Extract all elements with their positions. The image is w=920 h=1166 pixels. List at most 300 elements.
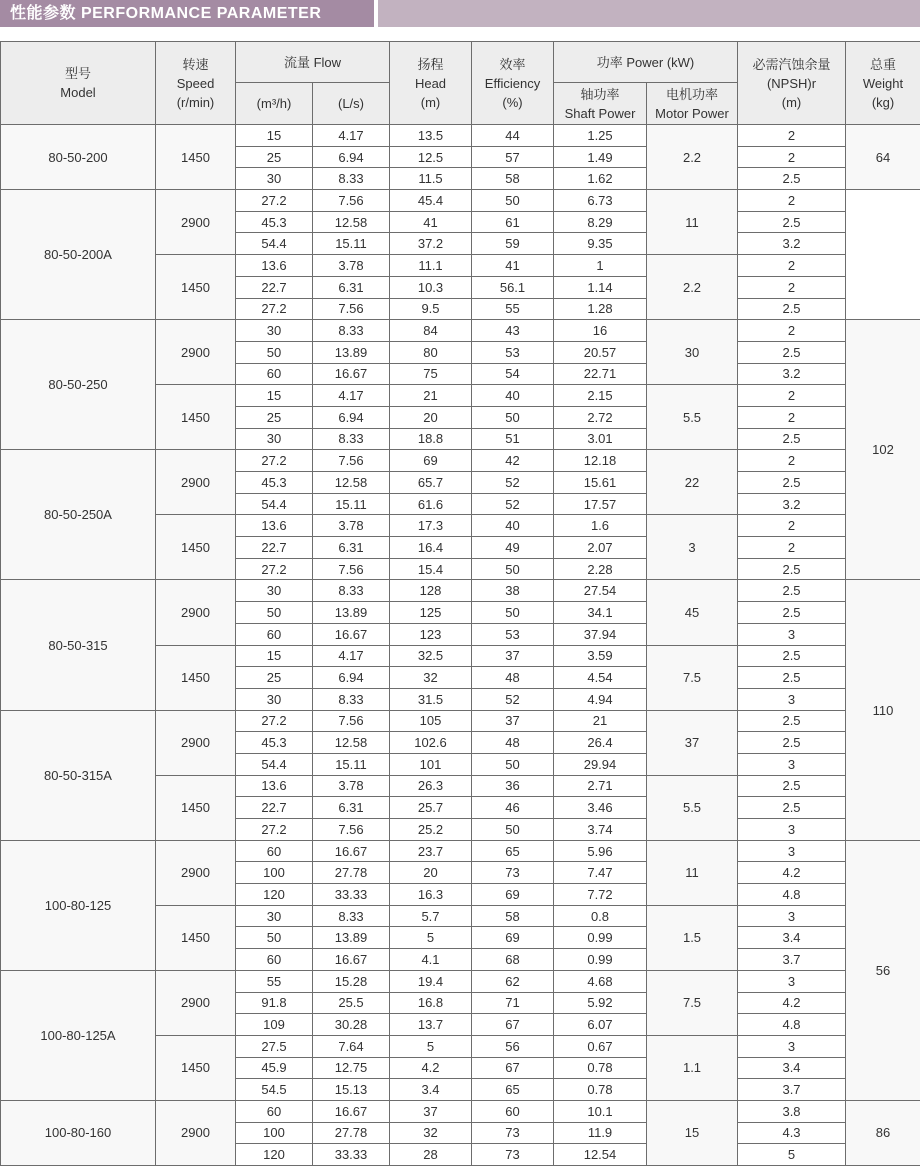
efficiency-cell: 50 [472, 819, 554, 841]
flow-ls-cell: 6.94 [313, 667, 390, 689]
npsh-cell: 3.2 [738, 493, 846, 515]
speed-cell: 2900 [156, 970, 236, 1035]
flow-ls-cell: 25.5 [313, 992, 390, 1014]
npsh-cell: 3 [738, 970, 846, 992]
flow-m3h-cell: 45.3 [236, 211, 313, 233]
motor-power-cell: 5.5 [647, 775, 738, 840]
flow-ls-cell: 7.56 [313, 450, 390, 472]
header-speed: 转速 Speed (r/min) [156, 42, 236, 125]
table-row [1, 970, 920, 992]
npsh-cell: 2 [738, 276, 846, 298]
flow-m3h-cell: 30 [236, 688, 313, 710]
head-cell: 75 [390, 363, 472, 385]
flow-ls-cell: 30.28 [313, 1014, 390, 1036]
flow-m3h-cell: 109 [236, 1014, 313, 1036]
npsh-cell: 2.5 [738, 797, 846, 819]
flow-ls-cell: 12.58 [313, 472, 390, 494]
head-cell: 13.7 [390, 1014, 472, 1036]
npsh-cell: 2.5 [738, 298, 846, 320]
head-cell: 13.5 [390, 125, 472, 147]
flow-ls-cell: 6.94 [313, 406, 390, 428]
shaft-power-cell: 1.49 [554, 146, 647, 168]
efficiency-cell: 51 [472, 428, 554, 450]
head-cell: 4.1 [390, 949, 472, 971]
npsh-cell: 2.5 [738, 775, 846, 797]
head-cell: 69 [390, 450, 472, 472]
efficiency-cell: 50 [472, 190, 554, 212]
model-cell: 80-50-315 [1, 580, 156, 710]
motor-power-cell: 7.5 [647, 645, 738, 710]
efficiency-cell: 52 [472, 472, 554, 494]
shaft-power-cell: 29.94 [554, 753, 647, 775]
efficiency-cell: 67 [472, 1014, 554, 1036]
header-shaft-power: 轴功率 Shaft Power [554, 83, 647, 125]
shaft-power-cell: 20.57 [554, 341, 647, 363]
weight-cell: 64 [846, 125, 920, 190]
shaft-power-cell: 11.9 [554, 1122, 647, 1144]
npsh-cell: 2 [738, 255, 846, 277]
npsh-cell: 2.5 [738, 732, 846, 754]
flow-ls-cell: 15.11 [313, 233, 390, 255]
npsh-cell: 4.3 [738, 1122, 846, 1144]
flow-ls-cell: 15.13 [313, 1079, 390, 1101]
efficiency-cell: 58 [472, 905, 554, 927]
efficiency-cell: 50 [472, 602, 554, 624]
flow-m3h-cell: 100 [236, 862, 313, 884]
npsh-cell: 2 [738, 385, 846, 407]
head-cell: 4.2 [390, 1057, 472, 1079]
shaft-power-cell: 2.71 [554, 775, 647, 797]
flow-m3h-cell: 13.6 [236, 515, 313, 537]
efficiency-cell: 53 [472, 341, 554, 363]
efficiency-cell: 58 [472, 168, 554, 190]
header-motor-power: 电机功率 Motor Power [647, 83, 738, 125]
flow-m3h-cell: 27.2 [236, 450, 313, 472]
head-cell: 102.6 [390, 732, 472, 754]
shaft-power-cell: 0.99 [554, 949, 647, 971]
table-body [1, 125, 920, 1166]
head-cell: 16.4 [390, 537, 472, 559]
shaft-power-cell: 7.72 [554, 884, 647, 906]
efficiency-cell: 57 [472, 146, 554, 168]
shaft-power-cell: 2.28 [554, 558, 647, 580]
flow-m3h-cell: 45.3 [236, 732, 313, 754]
npsh-cell: 3.2 [738, 363, 846, 385]
head-cell: 37 [390, 1100, 472, 1122]
flow-ls-cell: 3.78 [313, 255, 390, 277]
head-cell: 65.7 [390, 472, 472, 494]
npsh-cell: 3 [738, 905, 846, 927]
flow-ls-cell: 16.67 [313, 1100, 390, 1122]
efficiency-cell: 38 [472, 580, 554, 602]
flow-ls-cell: 8.33 [313, 688, 390, 710]
head-cell: 28 [390, 1144, 472, 1166]
weight-cell: 86 [846, 1100, 920, 1165]
flow-m3h-cell: 27.2 [236, 558, 313, 580]
shaft-power-cell: 15.61 [554, 472, 647, 494]
npsh-cell: 2.5 [738, 472, 846, 494]
efficiency-cell: 73 [472, 1144, 554, 1166]
npsh-cell: 3 [738, 688, 846, 710]
flow-ls-cell: 15.11 [313, 493, 390, 515]
flow-ls-cell: 7.56 [313, 298, 390, 320]
shaft-power-cell: 0.8 [554, 905, 647, 927]
flow-m3h-cell: 30 [236, 168, 313, 190]
head-cell: 25.7 [390, 797, 472, 819]
flow-m3h-cell: 30 [236, 905, 313, 927]
flow-ls-cell: 33.33 [313, 1144, 390, 1166]
shaft-power-cell: 34.1 [554, 602, 647, 624]
efficiency-cell: 43 [472, 320, 554, 342]
shaft-power-cell: 6.73 [554, 190, 647, 212]
shaft-power-cell: 17.57 [554, 493, 647, 515]
speed-cell: 1450 [156, 255, 236, 320]
speed-cell: 2900 [156, 840, 236, 905]
header-model: 型号 Model [1, 42, 156, 125]
efficiency-cell: 59 [472, 233, 554, 255]
efficiency-cell: 71 [472, 992, 554, 1014]
flow-m3h-cell: 60 [236, 949, 313, 971]
flow-m3h-cell: 25 [236, 667, 313, 689]
header-weight: 总重 Weight (kg) [846, 42, 920, 125]
speed-cell: 1450 [156, 125, 236, 190]
header-efficiency: 效率 Efficiency (%) [472, 42, 554, 125]
head-cell: 9.5 [390, 298, 472, 320]
npsh-cell: 4.8 [738, 884, 846, 906]
header-flow: 流量 Flow [236, 42, 390, 83]
head-cell: 5 [390, 1035, 472, 1057]
flow-ls-cell: 7.56 [313, 710, 390, 732]
shaft-power-cell: 1.25 [554, 125, 647, 147]
efficiency-cell: 44 [472, 125, 554, 147]
head-cell: 32 [390, 667, 472, 689]
head-cell: 10.3 [390, 276, 472, 298]
flow-ls-cell: 13.89 [313, 602, 390, 624]
flow-m3h-cell: 30 [236, 320, 313, 342]
header-flow-ls: (L/s) [313, 83, 390, 125]
npsh-cell: 3.4 [738, 927, 846, 949]
flow-ls-cell: 27.78 [313, 1122, 390, 1144]
npsh-cell: 2.5 [738, 710, 846, 732]
npsh-cell: 2.5 [738, 602, 846, 624]
shaft-power-cell: 12.54 [554, 1144, 647, 1166]
flow-ls-cell: 6.94 [313, 146, 390, 168]
flow-ls-cell: 27.78 [313, 862, 390, 884]
shaft-power-cell: 37.94 [554, 623, 647, 645]
header-head: 扬程 Head (m) [390, 42, 472, 125]
flow-ls-cell: 13.89 [313, 341, 390, 363]
efficiency-cell: 68 [472, 949, 554, 971]
motor-power-cell: 7.5 [647, 970, 738, 1035]
flow-m3h-cell: 50 [236, 602, 313, 624]
model-cell: 100-80-125 [1, 840, 156, 970]
flow-m3h-cell: 15 [236, 385, 313, 407]
head-cell: 11.1 [390, 255, 472, 277]
flow-m3h-cell: 25 [236, 406, 313, 428]
motor-power-cell: 11 [647, 840, 738, 905]
head-cell: 84 [390, 320, 472, 342]
page-title: 性能参数 PERFORMANCE PARAMETER [0, 0, 374, 27]
shaft-power-cell: 7.47 [554, 862, 647, 884]
model-cell: 80-50-200A [1, 190, 156, 320]
npsh-cell: 2 [738, 320, 846, 342]
flow-m3h-cell: 60 [236, 363, 313, 385]
efficiency-cell: 48 [472, 732, 554, 754]
npsh-cell: 2 [738, 190, 846, 212]
flow-m3h-cell: 55 [236, 970, 313, 992]
npsh-cell: 3.8 [738, 1100, 846, 1122]
efficiency-cell: 50 [472, 406, 554, 428]
model-cell: 100-80-160 [1, 1100, 156, 1165]
shaft-power-cell: 9.35 [554, 233, 647, 255]
efficiency-cell: 55 [472, 298, 554, 320]
npsh-cell: 4.8 [738, 1014, 846, 1036]
flow-ls-cell: 6.31 [313, 797, 390, 819]
efficiency-cell: 69 [472, 927, 554, 949]
flow-ls-cell: 16.67 [313, 949, 390, 971]
shaft-power-cell: 16 [554, 320, 647, 342]
head-cell: 23.7 [390, 840, 472, 862]
flow-ls-cell: 8.33 [313, 580, 390, 602]
flow-m3h-cell: 45.9 [236, 1057, 313, 1079]
efficiency-cell: 61 [472, 211, 554, 233]
table-row [1, 450, 920, 472]
flow-m3h-cell: 30 [236, 428, 313, 450]
head-cell: 26.3 [390, 775, 472, 797]
flow-m3h-cell: 30 [236, 580, 313, 602]
shaft-power-cell: 4.68 [554, 970, 647, 992]
head-cell: 45.4 [390, 190, 472, 212]
npsh-cell: 3 [738, 819, 846, 841]
flow-m3h-cell: 50 [236, 341, 313, 363]
table-row [1, 125, 920, 147]
head-cell: 101 [390, 753, 472, 775]
table-row [1, 710, 920, 732]
shaft-power-cell: 1.6 [554, 515, 647, 537]
title-bar [0, 0, 920, 27]
npsh-cell: 3 [738, 753, 846, 775]
shaft-power-cell: 12.18 [554, 450, 647, 472]
efficiency-cell: 41 [472, 255, 554, 277]
table-row [1, 190, 920, 212]
flow-m3h-cell: 45.3 [236, 472, 313, 494]
npsh-cell: 2.5 [738, 580, 846, 602]
head-cell: 25.2 [390, 819, 472, 841]
head-cell: 17.3 [390, 515, 472, 537]
flow-ls-cell: 13.89 [313, 927, 390, 949]
efficiency-cell: 56.1 [472, 276, 554, 298]
model-cell: 80-50-250 [1, 320, 156, 450]
head-cell: 16.3 [390, 884, 472, 906]
npsh-cell: 3.2 [738, 233, 846, 255]
flow-ls-cell: 4.17 [313, 645, 390, 667]
flow-m3h-cell: 54.5 [236, 1079, 313, 1101]
shaft-power-cell: 4.54 [554, 667, 647, 689]
motor-power-cell: 3 [647, 515, 738, 580]
flow-ls-cell: 7.56 [313, 190, 390, 212]
flow-ls-cell: 12.58 [313, 211, 390, 233]
shaft-power-cell: 27.54 [554, 580, 647, 602]
model-cell: 80-50-250A [1, 450, 156, 580]
flow-m3h-cell: 22.7 [236, 537, 313, 559]
flow-ls-cell: 8.33 [313, 168, 390, 190]
npsh-cell: 4.2 [738, 862, 846, 884]
efficiency-cell: 56 [472, 1035, 554, 1057]
npsh-cell: 2.5 [738, 168, 846, 190]
shaft-power-cell: 10.1 [554, 1100, 647, 1122]
motor-power-cell: 22 [647, 450, 738, 515]
header-flow-m3h: (m³/h) [236, 83, 313, 125]
npsh-cell: 3.7 [738, 949, 846, 971]
speed-cell: 1450 [156, 645, 236, 710]
shaft-power-cell: 0.78 [554, 1057, 647, 1079]
flow-ls-cell: 16.67 [313, 623, 390, 645]
efficiency-cell: 65 [472, 1079, 554, 1101]
npsh-cell: 2 [738, 406, 846, 428]
model-cell: 80-50-200 [1, 125, 156, 190]
shaft-power-cell: 4.94 [554, 688, 647, 710]
npsh-cell: 2.5 [738, 645, 846, 667]
head-cell: 31.5 [390, 688, 472, 710]
motor-power-cell: 1.1 [647, 1035, 738, 1100]
flow-m3h-cell: 50 [236, 927, 313, 949]
flow-ls-cell: 15.28 [313, 970, 390, 992]
shaft-power-cell: 22.71 [554, 363, 647, 385]
efficiency-cell: 60 [472, 1100, 554, 1122]
head-cell: 32 [390, 1122, 472, 1144]
efficiency-cell: 50 [472, 753, 554, 775]
head-cell: 3.4 [390, 1079, 472, 1101]
flow-m3h-cell: 91.8 [236, 992, 313, 1014]
model-cell: 80-50-315A [1, 710, 156, 840]
header-power: 功率 Power (kW) [554, 42, 738, 83]
head-cell: 5.7 [390, 905, 472, 927]
speed-cell: 2900 [156, 710, 236, 775]
shaft-power-cell: 3.74 [554, 819, 647, 841]
shaft-power-cell: 8.29 [554, 211, 647, 233]
flow-ls-cell: 12.58 [313, 732, 390, 754]
head-cell: 41 [390, 211, 472, 233]
flow-m3h-cell: 15 [236, 645, 313, 667]
head-cell: 11.5 [390, 168, 472, 190]
speed-cell: 2900 [156, 320, 236, 385]
head-cell: 20 [390, 406, 472, 428]
flow-m3h-cell: 13.6 [236, 255, 313, 277]
head-cell: 16.8 [390, 992, 472, 1014]
shaft-power-cell: 0.78 [554, 1079, 647, 1101]
shaft-power-cell: 1.14 [554, 276, 647, 298]
head-cell: 61.6 [390, 493, 472, 515]
weight-cell: 102 [846, 320, 920, 580]
table-row [1, 320, 920, 342]
efficiency-cell: 65 [472, 840, 554, 862]
flow-m3h-cell: 60 [236, 840, 313, 862]
flow-ls-cell: 16.67 [313, 363, 390, 385]
flow-m3h-cell: 60 [236, 623, 313, 645]
flow-ls-cell: 8.33 [313, 428, 390, 450]
shaft-power-cell: 0.67 [554, 1035, 647, 1057]
npsh-cell: 2 [738, 125, 846, 147]
flow-ls-cell: 15.11 [313, 753, 390, 775]
npsh-cell: 2.5 [738, 428, 846, 450]
flow-m3h-cell: 15 [236, 125, 313, 147]
speed-cell: 1450 [156, 905, 236, 970]
head-cell: 20 [390, 862, 472, 884]
flow-ls-cell: 4.17 [313, 385, 390, 407]
motor-power-cell: 11 [647, 190, 738, 255]
flow-m3h-cell: 54.4 [236, 233, 313, 255]
flow-m3h-cell: 54.4 [236, 753, 313, 775]
npsh-cell: 4.2 [738, 992, 846, 1014]
efficiency-cell: 53 [472, 623, 554, 645]
head-cell: 80 [390, 341, 472, 363]
flow-m3h-cell: 13.6 [236, 775, 313, 797]
motor-power-cell: 45 [647, 580, 738, 645]
npsh-cell: 2 [738, 450, 846, 472]
motor-power-cell: 30 [647, 320, 738, 385]
shaft-power-cell: 1.62 [554, 168, 647, 190]
npsh-cell: 2.5 [738, 558, 846, 580]
speed-cell: 2900 [156, 190, 236, 255]
flow-m3h-cell: 54.4 [236, 493, 313, 515]
flow-m3h-cell: 100 [236, 1122, 313, 1144]
head-cell: 18.8 [390, 428, 472, 450]
shaft-power-cell: 26.4 [554, 732, 647, 754]
efficiency-cell: 73 [472, 862, 554, 884]
flow-ls-cell: 7.64 [313, 1035, 390, 1057]
efficiency-cell: 49 [472, 537, 554, 559]
motor-power-cell: 5.5 [647, 385, 738, 450]
speed-cell: 2900 [156, 580, 236, 645]
head-cell: 5 [390, 927, 472, 949]
shaft-power-cell: 3.59 [554, 645, 647, 667]
shaft-power-cell: 21 [554, 710, 647, 732]
head-cell: 128 [390, 580, 472, 602]
npsh-cell: 2 [738, 537, 846, 559]
flow-ls-cell: 6.31 [313, 276, 390, 298]
motor-power-cell: 1.5 [647, 905, 738, 970]
flow-m3h-cell: 22.7 [236, 797, 313, 819]
weight-cell: 56 [846, 840, 920, 1100]
flow-m3h-cell: 27.2 [236, 298, 313, 320]
head-cell: 32.5 [390, 645, 472, 667]
flow-m3h-cell: 27.2 [236, 819, 313, 841]
flow-ls-cell: 7.56 [313, 819, 390, 841]
flow-m3h-cell: 27.2 [236, 710, 313, 732]
efficiency-cell: 67 [472, 1057, 554, 1079]
shaft-power-cell: 2.15 [554, 385, 647, 407]
motor-power-cell: 37 [647, 710, 738, 775]
efficiency-cell: 36 [472, 775, 554, 797]
flow-m3h-cell: 25 [236, 146, 313, 168]
flow-m3h-cell: 27.5 [236, 1035, 313, 1057]
flow-ls-cell: 7.56 [313, 558, 390, 580]
flow-ls-cell: 8.33 [313, 320, 390, 342]
shaft-power-cell: 5.96 [554, 840, 647, 862]
flow-ls-cell: 16.67 [313, 840, 390, 862]
efficiency-cell: 37 [472, 710, 554, 732]
npsh-cell: 3 [738, 840, 846, 862]
efficiency-cell: 46 [472, 797, 554, 819]
shaft-power-cell: 2.72 [554, 406, 647, 428]
flow-ls-cell: 12.75 [313, 1057, 390, 1079]
npsh-cell: 2.5 [738, 211, 846, 233]
npsh-cell: 5 [738, 1144, 846, 1166]
head-cell: 123 [390, 623, 472, 645]
shaft-power-cell: 6.07 [554, 1014, 647, 1036]
npsh-cell: 3 [738, 1035, 846, 1057]
flow-ls-cell: 8.33 [313, 905, 390, 927]
